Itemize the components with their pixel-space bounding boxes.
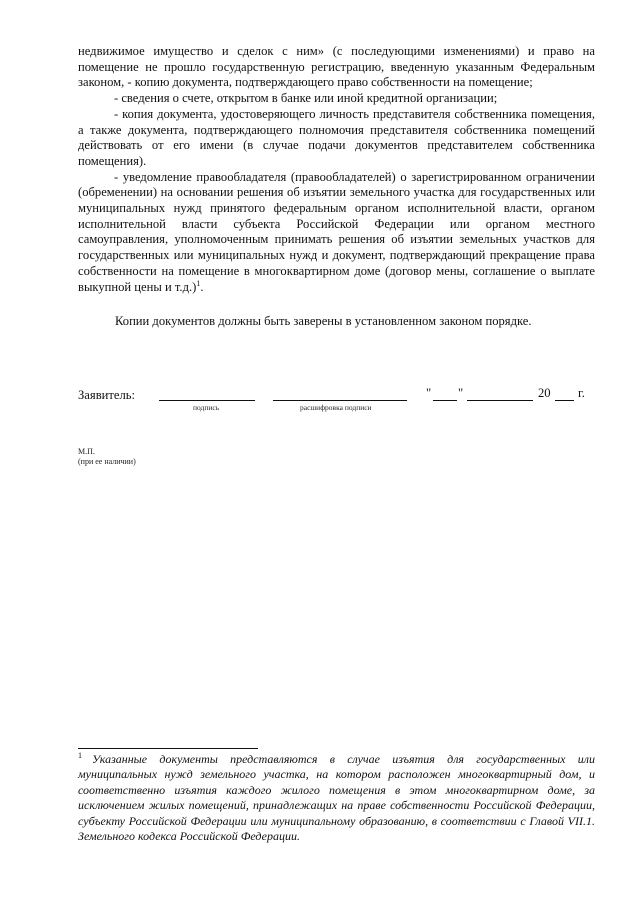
encumbrance-text: - уведомление правообладателя (правообладателей) о зарегистрированном ограничении (обременении) на основании решения об изъятии земельного участка для государственных или муниципальных нужд принятого федеральным органом исполнительной власти, органом исполнительной власти субъекта Российской Федерации или органом местного самоуправления, уполномоченным принимать решения об изъятии земельных участков для государственных или муниципальных нужд и документ, подтверждающий прекращение права собственности на помещение в многоквартирном доме (договор мены, соглашение о выплате выкупной цены и т.д.)	[78, 169, 595, 294]
stamp-note: (при ее наличии)	[78, 457, 136, 466]
stamp-label: М.П.	[78, 447, 95, 456]
signature-caption: подпись	[193, 403, 220, 412]
list-item-representative-id: - копия документа, удостоверяющего личность представителя собственника помещения, а также документа, подтверждающего полномочия представителя собственника помещений действовать от его имени (в случае подачи документов представителем собственника помещения).	[78, 106, 595, 168]
applicant-label: Заявитель:	[78, 388, 135, 402]
date-quote-close: "	[458, 386, 464, 400]
encumbrance-end: .	[200, 279, 204, 294]
day-line[interactable]	[433, 388, 457, 401]
year-prefix: 20	[538, 386, 551, 400]
copies-certification-note: Копии документов должны быть заверены в установленном законом порядке.	[115, 314, 532, 328]
year-line[interactable]	[555, 388, 574, 401]
list-item-bank-account: - сведения о счете, открытом в банке или иной кредитной организации;	[114, 91, 498, 106]
footnote-number: 1	[78, 751, 82, 760]
list-item-encumbrance-notice	[78, 170, 595, 296]
list-item-ownership-copy: недвижимое имущество и сделок с ним» (с последующими изменениями) и право на помещение не прошло государственную регистрацию, введенную указанным Федеральным законом, - копию документа, подтверждающего право собственности на помещение;	[78, 44, 595, 90]
footnote-text: Указанные документы представляются в случае изъятия для государственных или муниципальных нужд земельного участка, на котором расположен многоквартирный дом, и соответственно изъятия каждого жилого помещения в этом многоквартирном доме, за исключением жилых помещений, принадлежащих на праве собственности Российской Федерации, субъекту Российской Федерации или муниципальному образованию, в соответствии с Главой VII.1. Земельного кодекса Российской Федерации.	[78, 752, 595, 844]
document-list	[78, 44, 595, 295]
footnote-reference: 1	[196, 278, 201, 288]
footnote-divider	[78, 748, 258, 749]
signature-line[interactable]	[159, 388, 255, 401]
name-decode-caption: расшифровка подписи	[300, 403, 372, 412]
footnote	[78, 752, 595, 844]
date-quote-open: "	[426, 386, 432, 400]
year-suffix: г.	[578, 386, 585, 400]
name-decode-line[interactable]	[273, 388, 407, 401]
stamp-block	[78, 447, 136, 467]
month-line[interactable]	[467, 388, 533, 401]
